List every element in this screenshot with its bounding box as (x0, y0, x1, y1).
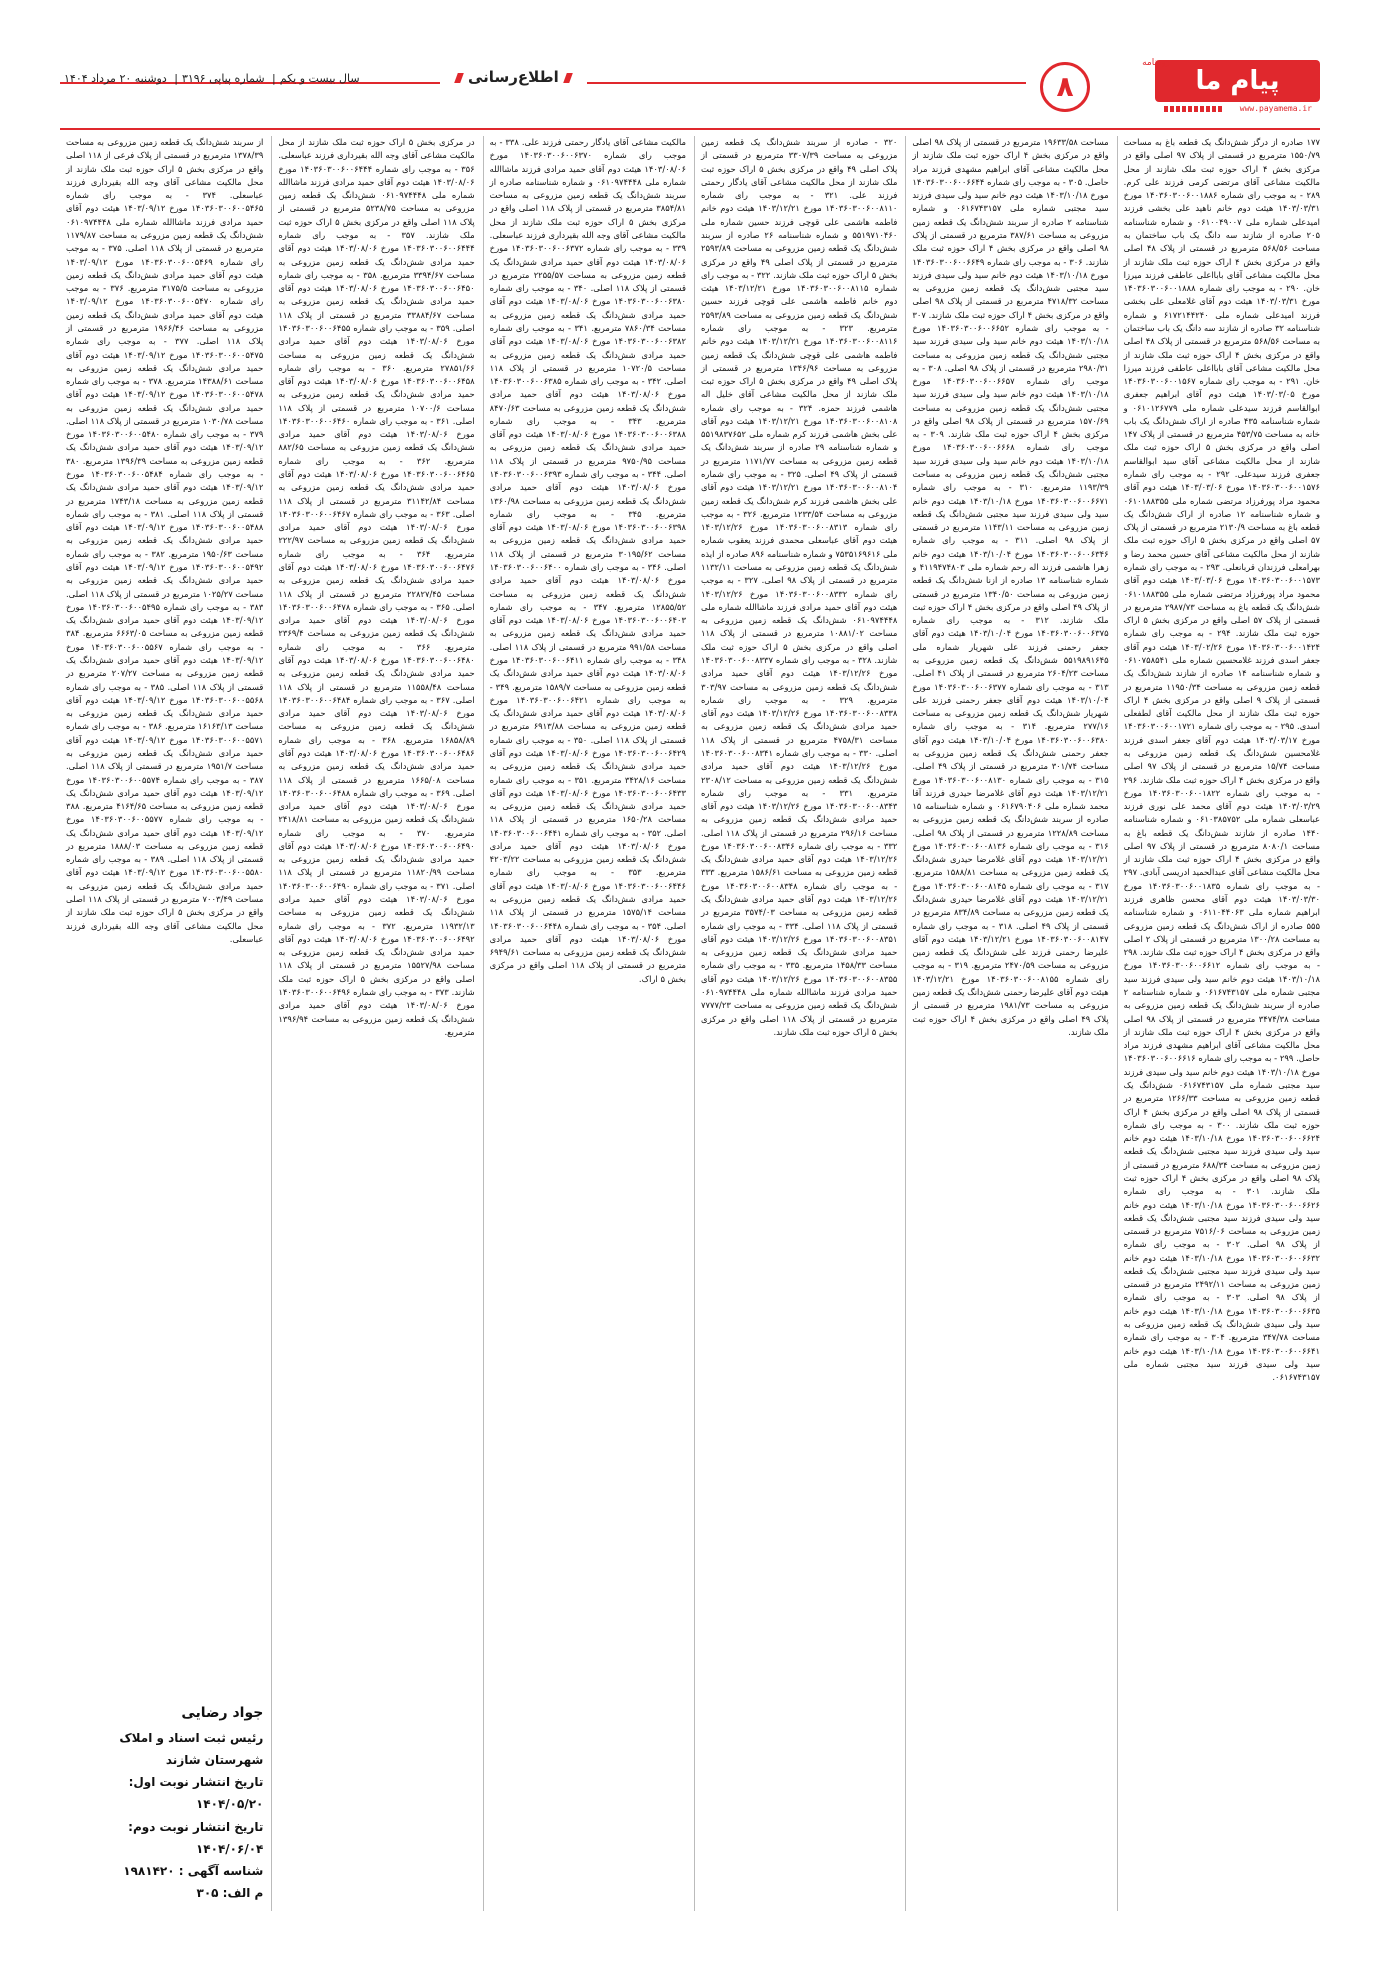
notice-text: از سربند شش‌دانگ یک قطعه زمین مزروعی به مساحت ۱۳۷۸/۳۹ مترمربع در قسمتی از پلاک فرعی از ۱۱۸ اصلی واقع در مرکزی بخش ۵ اراک حوزه ثبت ملک شازند از محل مالکیت مشاعی آقای وجه الله بقیرداری فرزند عباسعلی. ۳۷۴ - به موجب رای شماره ۱۴۰۳۶۰۳۰۰۶۰۰۵۴۶۵ مورخ ۱۴۰۳/۰۹/۱۲ هیئت دوم آقای حمید مرادی فرزند ماشاالله شماره ملی ۰۶۱۰۹۷۴۴۴۸ شش‌دانگ یک قطعه زمین مزروعی به مساحت ۱۱۷۹/۸۷ مترمربع در قسمتی از پلاک ۱۱۸ اصلی. ۳۷۵ - به موجب رای شماره ۱۴۰۳۶۰۳۰۰۶۰۰۵۴۶۹ مورخ ۱۴۰۳/۰۹/۱۲ هیئت دوم آقای حمید مرادی شش‌دانگ یک قطعه زمین مزروعی به مساحت ۳۱۷۵/۵ مترمربع. ۳۷۶ - به موجب رای شماره ۱۴۰۳۶۰۳۰۰۶۰۰۵۴۷۰ مورخ ۱۴۰۳/۰۹/۱۲ هیئت دوم آقای حمید مرادی شش‌دانگ یک قطعه زمین مزروعی به مساحت ۱۹۶۶/۴۶ مترمربع در قسمتی از پلاک ۱۱۸ اصلی. ۳۷۷ - به موجب رای شماره ۱۴۰۳۶۰۳۰۰۶۰۰۵۴۷۵ مورخ ۱۴۰۳/۰۹/۱۲ هیئت دوم آقای حمید مرادی شش‌دانگ یک قطعه زمین مزروعی به مساحت ۱۴۳۸۸/۶۱ مترمربع. ۳۷۸ - به موجب رای شماره ۱۴۰۳۶۰۳۰۰۶۰۰۵۴۷۸ مورخ ۱۴۰۳/۰۹/۱۲ هیئت دوم آقای حمید مرادی شش‌دانگ یک قطعه زمین مزروعی به مساحت ۱۰۳۰/۷۸ مترمربع در قسمتی از پلاک ۱۱۸ اصلی. ۳۷۹ - به موجب رای شماره ۱۴۰۳۶۰۳۰۰۶۰۰۵۴۸۰ مورخ ۱۴۰۳/۰۹/۱۲ هیئت دوم آقای حمید مرادی شش‌دانگ یک قطعه زمین مزروعی به مساحت ۱۳۹۶/۳۹ مترمربع. ۳۸۰ - به موجب رای شماره ۱۴۰۳۶۰۳۰۰۶۰۰۵۴۸۴ مورخ ۱۴۰۳/۰۹/۱۲ هیئت دوم آقای حمید مرادی شش‌دانگ یک قطعه زمین مزروعی به مساحت ۱۷۴۳/۱۸ مترمربع در قسمتی از پلاک ۱۱۸ اصلی. ۳۸۱ - به موجب رای شماره ۱۴۰۳۶۰۳۰۰۶۰۰۵۴۸۸ مورخ ۱۴۰۳/۰۹/۱۲ هیئت دوم آقای حمید مرادی شش‌دانگ یک قطعه زمین مزروعی به مساحت ۱۹۵۰/۶۳ مترمربع. ۳۸۲ - به موجب رای شماره ۱۴۰۳۶۰۳۰۰۶۰۰۵۴۹۲ مورخ ۱۴۰۳/۰۹/۱۲ هیئت دوم آقای حمید مرادی شش‌دانگ یک قطعه زمین مزروعی به مساحت ۱۰۲۵/۲۷ مترمربع در قسمتی از پلاک ۱۱۸ اصلی. ۳۸۳ - به موجب رای شماره ۱۴۰۳۶۰۳۰۰۶۰۰۵۴۹۵ مورخ ۱۴۰۳/۰۹/۱۲ هیئت دوم آقای حمید مرادی شش‌دانگ یک قطعه زمین مزروعی به مساحت ۶۶۶۳/۰۵ مترمربع. ۳۸۴ - به موجب رای شماره ۱۴۰۳۶۰۳۰۰۶۰۰۵۵۶۷ مورخ ۱۴۰۳/۰۹/۱۲ هیئت دوم آقای حمید مرادی شش‌دانگ یک قطعه زمین مزروعی به مساحت ۲۰۷/۲۷ مترمربع در قسمتی از پلاک ۱۱۸ اصلی. ۳۸۵ - به موجب رای شماره ۱۴۰۳۶۰۳۰۰۶۰۰۵۵۶۸ مورخ ۱۴۰۳/۰۹/۱۲ هیئت دوم آقای حمید مرادی شش‌دانگ یک قطعه زمین مزروعی به مساحت ۱۶۱۶۳/۱۳ مترمربع. ۳۸۶ - به موجب رای شماره ۱۴۰۳۶۰۳۰۰۶۰۰۵۵۷۱ مورخ ۱۴۰۳/۰۹/۱۲ هیئت دوم آقای حمید مرادی شش‌دانگ یک قطعه زمین مزروعی به مساحت ۱۹۵۱/۷ مترمربع در قسمتی از پلاک ۱۱۸ اصلی. ۳۸۷ - به موجب رای شماره ۱۴۰۳۶۰۳۰۰۶۰۰۵۵۷۴ مورخ ۱۴۰۳/۰۹/۱۲ هیئت دوم آقای حمید مرادی شش‌دانگ یک قطعه زمین مزروعی به مساحت ۴۱۶۴/۶۵ مترمربع. ۳۸۸ - به موجب رای شماره ۱۴۰۳۶۰۳۰۰۶۰۰۵۵۷۷ مورخ ۱۴۰۳/۰۹/۱۲ هیئت دوم آقای حمید مرادی شش‌دانگ یک قطعه زمین مزروعی به مساحت ۱۸۸۸/۰۳ مترمربع در قسمتی از پلاک ۱۱۸ اصلی. ۳۸۹ - به موجب رای شماره ۱۴۰۳۶۰۳۰۰۶۰۰۵۵۸۰ مورخ ۱۴۰۳/۰۹/۱۲ هیئت دوم آقای حمید مرادی شش‌دانگ یک قطعه زمین مزروعی به مساحت ۷۰۰۳/۴۹ مترمربع در قسمتی از پلاک ۱۱۸ اصلی واقع در مرکزی بخش ۵ اراک حوزه ثبت ملک شازند از محل مالکیت مشاعی آقای وجه الله بقیرداری فرزند عباسعلی. (66, 137, 264, 944)
notice-column (271, 136, 474, 1911)
newspaper-logo (1100, 60, 1320, 114)
notice-text: در مرکزی بخش ۵ اراک حوزه ثبت ملک شازند از محل مالکیت مشاعی آقای وجه الله بقیرداری فرزند عباسعلی. ۳۵۶ - به موجب رای شماره ۱۴۰۳۶۰۳۰۰۶۰۰۶۴۴۴ مورخ ۱۴۰۳/۰۸/۰۶ هیئت دوم آقای حمید مرادی فرزند ماشاالله شماره ملی ۰۶۱۰۹۷۴۴۴۸ شش‌دانگ یک قطعه زمین مزروعی به مساحت ۵۲۳۸/۷۵ مترمربع در قسمتی از پلاک ۱۱۸ اصلی واقع در مرکزی بخش ۵ اراک حوزه ثبت ملک شازند. ۳۵۷ - به موجب رای شماره ۱۴۰۳۶۰۳۰۰۶۰۰۶۴۴۴ مورخ ۱۴۰۳/۰۸/۰۶ هیئت دوم آقای حمید مرادی شش‌دانگ یک قطعه زمین مزروعی به مساحت ۳۳۹۴/۶۷ مترمربع. ۳۵۸ - به موجب رای شماره ۱۴۰۳۶۰۳۰۰۶۰۰۶۴۵۰ مورخ ۱۴۰۳/۰۸/۰۶ هیئت دوم آقای حمید مرادی شش‌دانگ یک قطعه زمین مزروعی به مساحت ۳۳۸۸۴/۶۷ مترمربع در قسمتی از پلاک ۱۱۸ اصلی. ۳۵۹ - به موجب رای شماره ۱۴۰۳۶۰۳۰۰۶۰۰۶۴۵۵ مورخ ۱۴۰۳/۰۸/۰۶ هیئت دوم آقای حمید مرادی شش‌دانگ یک قطعه زمین مزروعی به مساحت ۲۷۸۵۱/۶۶ مترمربع. ۳۶۰ - به موجب رای شماره ۱۴۰۳۶۰۳۰۰۶۰۰۶۴۵۸ مورخ ۱۴۰۳/۰۸/۰۶ هیئت دوم آقای حمید مرادی شش‌دانگ یک قطعه زمین مزروعی به مساحت ۱۰۷۰۰/۶ مترمربع در قسمتی از پلاک ۱۱۸ اصلی. ۳۶۱ - به موجب رای شماره ۱۴۰۳۶۰۳۰۰۶۰۰۶۴۶۰ مورخ ۱۴۰۳/۰۸/۰۶ هیئت دوم آقای حمید مرادی شش‌دانگ یک قطعه زمین مزروعی به مساحت ۸۸۲/۶۵ مترمربع. ۳۶۲ - به موجب رای شماره ۱۴۰۳۶۰۳۰۰۶۰۰۶۴۶۵ مورخ ۱۴۰۳/۰۸/۰۶ هیئت دوم آقای حمید مرادی شش‌دانگ یک قطعه زمین مزروعی به مساحت ۳۱۱۴۲/۸۴ مترمربع در قسمتی از پلاک ۱۱۸ اصلی. ۳۶۳ - به موجب رای شماره ۱۴۰۳۶۰۳۰۰۶۰۰۶۴۶۷ مورخ ۱۴۰۳/۰۸/۰۶ هیئت دوم آقای حمید مرادی شش‌دانگ یک قطعه زمین مزروعی به مساحت ۲۲۲/۹۷ مترمربع. ۳۶۴ - به موجب رای شماره ۱۴۰۳۶۰۳۰۰۶۰۰۶۴۷۶ مورخ ۱۴۰۳/۰۸/۰۶ هیئت دوم آقای حمید مرادی شش‌دانگ یک قطعه زمین مزروعی به مساحت ۲۲۸۲۷/۴۵ مترمربع در قسمتی از پلاک ۱۱۸ اصلی. ۳۶۵ - به موجب رای شماره ۱۴۰۳۶۰۳۰۰۶۰۰۶۴۷۸ مورخ ۱۴۰۳/۰۸/۰۶ هیئت دوم آقای حمید مرادی شش‌دانگ یک قطعه زمین مزروعی به مساحت ۲۳۶۹/۴ مترمربع. ۳۶۶ - به موجب رای شماره ۱۴۰۳۶۰۳۰۰۶۰۰۶۴۸۰ مورخ ۱۴۰۳/۰۸/۰۶ هیئت دوم آقای حمید مرادی شش‌دانگ یک قطعه زمین مزروعی به مساحت ۱۱۵۵۸/۴۸ مترمربع در قسمتی از پلاک ۱۱۸ اصلی. ۳۶۷ - به موجب رای شماره ۱۴۰۳۶۰۳۰۰۶۰۰۶۴۸۴ مورخ ۱۴۰۳/۰۸/۰۶ هیئت دوم آقای حمید مرادی شش‌دانگ یک قطعه زمین مزروعی به مساحت ۱۶۸۵۸/۸۹ مترمربع. ۳۶۸ - به موجب رای شماره ۱۴۰۳۶۰۳۰۰۶۰۰۶۴۸۶ مورخ ۱۴۰۳/۰۸/۰۶ هیئت دوم آقای حمید مرادی شش‌دانگ یک قطعه زمین مزروعی به مساحت ۱۶۶۵/۰۸ مترمربع در قسمتی از پلاک ۱۱۸ اصلی. ۳۶۹ - به موجب رای شماره ۱۴۰۳۶۰۳۰۰۶۰۰۶۴۸۸ مورخ ۱۴۰۳/۰۸/۰۶ هیئت دوم آقای حمید مرادی شش‌دانگ یک قطعه زمین مزروعی به مساحت ۲۴۱۸/۸۱ مترمربع. ۳۷۰ - به موجب رای شماره ۱۴۰۳۶۰۳۰۰۶۰۰۶۴۹۰ مورخ ۱۴۰۳/۰۸/۰۶ هیئت دوم آقای حمید مرادی شش‌دانگ یک قطعه زمین مزروعی به مساحت ۱۱۸۲۰/۹۹ مترمربع در قسمتی از پلاک ۱۱۸ اصلی. ۳۷۱ - به موجب رای شماره ۱۴۰۳۶۰۳۰۰۶۰۰۶۴۹۰ مورخ ۱۴۰۳/۰۸/۰۶ هیئت دوم آقای حمید مرادی شش‌دانگ یک قطعه زمین مزروعی به مساحت ۱۱۹۳۲/۱۳ مترمربع. ۳۷۲ - به موجب رای شماره ۱۴۰۳۶۰۳۰۰۶۰۰۶۴۹۲ مورخ ۱۴۰۳/۰۸/۰۶ هیئت دوم آقای حمید مرادی شش‌دانگ یک قطعه زمین مزروعی به مساحت ۱۵۵۲۷/۹۸ مترمربع در قسمتی از پلاک ۱۱۸ اصلی واقع در مرکزی بخش ۵ اراک حوزه ثبت ملک شازند. ۳۷۳ - به موجب رای شماره ۱۴۰۳۶۰۳۰۰۶۰۰۶۴۹۶ مورخ ۱۴۰۳/۰۸/۰۶ هیئت دوم آقای حمید مرادی شش‌دانگ یک قطعه زمین مزروعی به مساحت ۱۳۹۶/۹۴ مترمربع. (278, 137, 475, 1037)
ad-id: شناسه آگهی : ۱۹۸۱۴۲۰ (123, 1864, 264, 1879)
issue-date: دوشنبه ۲۰ مرداد ۱۴۰۴ (64, 72, 167, 85)
issue-info: سال بیست و یکم| شماره پیاپی ۳۱۹۶| دوشنبه ۲۰ مرداد ۱۴۰۴ (64, 72, 360, 85)
logo-subtitle: روزنامه (1142, 58, 1170, 68)
section-mark-icon (563, 73, 573, 83)
second-publication-date: تاریخ انتشار نوبت دوم: ۱۴۰۴/۰۶/۰۴ (128, 1819, 264, 1856)
notice-column (1117, 136, 1320, 1911)
section-title-wrap (440, 68, 587, 86)
first-publication-date: تاریخ انتشار نوبت اول: ۱۴۰۴/۰۵/۲۰ (128, 1775, 264, 1812)
page-number-badge: ۸ (1040, 62, 1090, 112)
notice-text: ۱۷۷ صادره از درگز شش‌دانگ یک قطعه باغ به مساحت ۱۵۵۰/۷۹ مترمربع در قسمتی از پلاک ۹۷ اصلی واقع در مرکزی بخش ۴ اراک حوزه ثبت ملک شازند از محل مالکیت مشاعی آقای مرتضی کرمی فرزند علی کرم. ۲۸۹ - به موجب رای شماره ۱۴۰۳۶۰۳۰۰۶۰۰۱۸۸۶ مورخ ۱۴۰۳/۰۳/۳۱ هیئت دوم خانم ناهید علی بخشی فرزند امیدعلی شماره ملی ۰۶۱۰۰۴۹۰۰۷ و شماره شناسنامه ۲۰۵ صادره از شازند سه دانگ یک باب ساختمان به مساحت ۵۶۸/۵۶ مترمربع در قسمتی از پلاک ۴۸ اصلی واقع در مرکزی بخش ۴ اراک حوزه ثبت ملک شازند از محل مالکیت مشاعی آقای بابااعلی عاطفی فرزند میرزا خان. ۲۹۰ - به موجب رای شماره ۱۴۰۳۶۰۳۰۰۶۰۰۱۸۸۸ مورخ ۱۴۰۳/۰۳/۳۱ هیئت دوم آقای غلامعلی علی بخشی فرزند امیدعلی شماره ملی ۶۱۷۲۱۴۴۲۴۰ و شماره شناسنامه ۳۲ صادره از شازند سه دانگ یک باب ساختمان به مساحت ۵۶۸/۵۶ مترمربع در قسمتی از پلاک ۴۸ اصلی واقع در مرکزی بخش ۴ اراک حوزه ثبت ملک شازند از محل مالکیت مشاعی آقای بابااعلی عاطفی فرزند میرزا خان. ۲۹۱ - به موجب رای شماره ۱۴۰۳۶۰۳۰۰۶۰۰۱۵۶۷ مورخ ۱۴۰۳/۰۳/۰۵ هیئت دوم آقای ابراهیم جعفری ابوالقاسم فرزند سیدعلی شماره ملی ۰۶۱۰۱۲۶۷۷۹ و شماره شناسنامه ۴۳۵ صادره از اراک شش‌دانگ یک باب خانه به مساحت ۴۵۳/۷۵ مترمربع در قسمتی از پلاک ۱۴۷ اصلی واقع در مرکزی بخش ۵ اراک حوزه ثبت ملک شازند از محل مالکیت مشاعی آقای سید ابوالقاسم جعفری فرزند سیدعلی. ۲۹۲ - به موجب رای شماره ۱۴۰۳۶۰۳۰۰۶۰۰۱۵۷۶ مورخ ۱۴۰۳/۰۳/۰۶ هیئت دوم آقای محمود مراد پورفرزاد مرتضی شماره ملی ۰۶۱۰۱۸۸۳۵۵ و شماره شناسنامه ۱۲ صادره از اراک شش‌دانگ یک قطعه باغ به مساحت ۲۱۳۰/۹ مترمربع در قسمتی از پلاک ۵۷ اصلی واقع در مرکزی بخش ۵ اراک حوزه ثبت ملک شازند از محل مالکیت مشاعی آقای حسین محمد رضا و بهرامعلی فرزندان قربانعلی. ۲۹۳ - به موجب رای شماره ۱۴۰۳۶۰۳۰۰۶۰۰۱۵۷۳ مورخ ۱۴۰۳/۰۳/۰۶ هیئت دوم آقای محمود مراد پورفرزاد مرتضی شماره ملی ۰۶۱۰۱۸۸۳۵۵ شش‌دانگ یک قطعه باغ به مساحت ۲۹۸۷/۷۳ مترمربع در قسمتی از پلاک ۵۷ اصلی واقع در مرکزی بخش ۵ اراک حوزه ثبت ملک شازند. ۲۹۴ - به موجب رای شماره ۱۴۰۳۶۰۳۰۰۶۰۰۱۴۲۴ مورخ ۱۴۰۳/۰۲/۲۶ هیئت دوم آقای جعفر اسدی فرزند غلامحسین شماره ملی ۰۶۱۰۷۵۸۵۴۱ و شماره شناسنامه ۱۴ صادره از شازند شش‌دانگ یک قطعه زمین مزروعی به مساحت ۱۱۹۵۰/۳۴ مترمربع در قسمتی از پلاک ۹ اصلی واقع در مرکزی بخش ۴ اراک حوزه ثبت ملک شازند از محل مالکیت آقای لطفعلی اسدی. ۲۹۵ - به موجب رای شماره ۱۴۰۳۶۰۳۰۰۶۰۰۱۷۲۱ مورخ ۱۴۰۳/۰۳/۱۷ هیئت دوم آقای جعفر اسدی فرزند غلامحسین شش‌دانگ یک قطعه زمین مزروعی به مساحت ۱۵/۷۴ مترمربع در قسمتی از پلاک ۹۷ اصلی واقع در مرکزی بخش ۴ اراک حوزه ثبت ملک شازند. ۲۹۶ - به موجب رای شماره ۱۴۰۳۶۰۳۰۰۶۰۰۱۸۲۲ مورخ ۱۴۰۳/۰۳/۲۹ هیئت دوم آقای محمد علی نوری فرزند عباسعلی شماره ملی ۰۶۱۰۳۸۵۷۵۲ و شماره شناسنامه ۱۴۴۰ صادره از شازند شش‌دانگ یک قطعه باغ به مساحت ۸۰۸۰/۱ مترمربع در قسمتی از پلاک ۹۷ اصلی واقع در مرکزی بخش ۴ اراک حوزه ثبت ملک شازند از محل مالکیت مشاعی آقای عبدالحمید ادریسی آبادی. ۲۹۷ - به موجب رای شماره ۱۴۰۳۶۰۳۰۰۶۰۰۱۸۳۵ مورخ ۱۴۰۳/۰۳/۳۰ هیئت دوم آقای محسن ظاهری فرزند ابراهیم شماره ملی ۰۶۱۱۰۴۴۰۶۳ و شماره شناسنامه ۵۵۵ صادره از اراک شش‌دانگ یک قطعه زمین مزروعی به مساحت ۱۳۰۰/۲۸ مترمربع در قسمتی از پلاک ۲ اصلی واقع در مرکزی بخش ۴ اراک حوزه ثبت ملک شازند. ۲۹۸ - به موجب رای شماره ۱۴۰۳۶۰۳۰۰۶۰۰۶۶۱۲ مورخ ۱۴۰۳/۱۰/۱۸ هیئت دوم خانم سید ولی سیدی فرزند سید مجتبی شماره ملی ۰۶۱۶۷۴۳۱۵۷ و شماره شناسنامه ۲ صادره از سربند شش‌دانگ یک قطعه زمین مزروعی به مساحت ۳۴۷۴/۳۸ مترمربع در قسمتی از پلاک ۹۸ اصلی واقع در مرکزی بخش ۴ اراک حوزه ثبت ملک شازند از محل مالکیت مشاعی آقای ابراهیم مشهدی فرزند مراد حاصل. ۲۹۹ - به موجب رای شماره ۱۴۰۳۶۰۳۰۰۶۰۰۶۶۱۶ مورخ ۱۴۰۳/۱۰/۱۸ هیئت دوم خانم سید ولی سیدی فرزند سید مجتبی شماره ملی ۰۶۱۶۷۴۳۱۵۷ شش‌دانگ یک قطعه زمین مزروعی به مساحت ۱۲۶۶/۳۳ مترمربع در قسمتی از پلاک ۹۸ اصلی واقع در مرکزی بخش ۴ اراک حوزه ثبت ملک شازند. ۳۰۰ - به موجب رای شماره ۱۴۰۳۶۰۳۰۰۶۰۰۶۶۲۴ مورخ ۱۴۰۳/۱۰/۱۸ هیئت دوم خانم سید ولی سیدی فرزند سید مجتبی شش‌دانگ یک قطعه زمین مزروعی به مساحت ۶۸۸/۳۴ مترمربع در قسمتی از پلاک ۹۸ اصلی واقع در مرکزی بخش ۴ اراک حوزه ثبت ملک شازند. ۳۰۱ - به موجب رای شماره ۱۴۰۳۶۰۳۰۰۶۰۰۶۶۲۶ مورخ ۱۴۰۳/۱۰/۱۸ هیئت دوم خانم سید ولی سیدی فرزند سید مجتبی شش‌دانگ یک قطعه زمین مزروعی به مساحت ۷۵۱۶/۰۶ مترمربع در قسمتی از پلاک ۹۸ اصلی. ۳۰۲ - به موجب رای شماره ۱۴۰۳۶۰۳۰۰۶۰۰۶۶۳۲ مورخ ۱۴۰۳/۱۰/۱۸ هیئت دوم خانم سید ولی سیدی فرزند سید مجتبی شش‌دانگ یک قطعه زمین مزروعی به مساحت ۲۴۹۲/۱۱ مترمربع در قسمتی از پلاک ۹۸ اصلی. ۳۰۳ - به موجب رای شماره ۱۴۰۳۶۰۳۰۰۶۰۰۶۶۳۵ مورخ ۱۴۰۳/۱۰/۱۸ هیئت دوم خانم سید ولی سیدی شش‌دانگ یک قطعه زمین مزروعی به مساحت ۳۴۷/۷۸ مترمربع. ۳۰۴ - به موجب رای شماره ۱۴۰۳۶۰۳۰۰۶۰۰۶۶۴۱ مورخ ۱۴۰۳/۱۰/۱۸ هیئت دوم خانم سید ولی سیدی فرزند سید مجتبی شماره ملی ۰۶۱۶۷۴۳۱۵۷. (1123, 137, 1320, 1383)
notice-column (694, 136, 897, 1911)
signer-name: جواد رضایی (181, 1705, 264, 1721)
notice-columns (60, 136, 1320, 1911)
notice-column (483, 136, 686, 1911)
ad-code: م الف: ۳۰۵ (196, 1886, 264, 1901)
logo-wordmark: پیام ما (1155, 60, 1320, 102)
logo-stripe (1164, 106, 1224, 112)
issue-number: شماره پیاپی ۳۱۹۶ (181, 72, 265, 85)
notice-text: مساحت ۱۹۶۳۳/۵۸ مترمربع در قسمتی از پلاک ۹۸ اصلی واقع در مرکزی بخش ۴ اراک حوزه ثبت ملک شازند از محل مالکیت مشاعی آقای ابراهیم مشهدی فرزند مراد حاصل. ۳۰۵ - به موجب رای شماره ۱۴۰۳۶۰۳۰۰۶۰۰۶۶۴۴ مورخ ۱۴۰۳/۱۰/۱۸ هیئت دوم خانم سید ولی سیدی فرزند سید مجتبی شماره ملی ۰۶۱۶۷۴۳۱۵۷ و شماره شناسنامه ۲ صادره از سربند شش‌دانگ یک قطعه زمین مزروعی به مساحت ۳۸۷/۶۱ مترمربع در قسمتی از پلاک ۹۸ اصلی واقع در مرکزی بخش ۴ اراک حوزه ثبت ملک شازند. ۳۰۶ - به موجب رای شماره ۱۴۰۳۶۰۳۰۰۶۰۰۶۶۴۹ مورخ ۱۴۰۳/۱۰/۱۸ هیئت دوم خانم سید ولی سیدی فرزند سید مجتبی شش‌دانگ یک قطعه زمین مزروعی به مساحت ۴۷۱۸/۳۲ مترمربع در قسمتی از پلاک ۹۸ اصلی واقع در مرکزی بخش ۴ اراک حوزه ثبت ملک شازند. ۳۰۷ - به موجب رای شماره ۱۴۰۳۶۰۳۰۰۶۰۰۶۶۵۲ مورخ ۱۴۰۳/۱۰/۱۸ هیئت دوم خانم سید ولی سیدی فرزند سید مجتبی شش‌دانگ یک قطعه زمین مزروعی به مساحت ۲۹۸۰/۳۱ مترمربع در قسمتی از پلاک ۹۸ اصلی. ۳۰۸ - به موجب رای شماره ۱۴۰۳۶۰۳۰۰۶۰۰۶۶۵۷ مورخ ۱۴۰۳/۱۰/۱۸ هیئت دوم خانم سید ولی سیدی فرزند سید مجتبی شش‌دانگ یک قطعه زمین مزروعی به مساحت ۱۵۷۰/۶۹ مترمربع در قسمتی از پلاک ۹۸ اصلی واقع در مرکزی بخش ۴ اراک حوزه ثبت ملک شازند. ۳۰۹ - به موجب رای شماره ۱۴۰۳۶۰۳۰۰۶۰۰۶۶۶۸ مورخ ۱۴۰۳/۱۰/۱۸ هیئت دوم خانم سید ولی سیدی فرزند سید مجتبی شش‌دانگ یک قطعه زمین مزروعی به مساحت ۱۱۹۳/۳۹ مترمربع. ۳۱۰ - به موجب رای شماره ۱۴۰۳۶۰۳۰۰۶۰۰۶۶۷۱ مورخ ۱۴۰۳/۱۰/۱۸ هیئت دوم خانم سید ولی سیدی فرزند سید مجتبی شش‌دانگ یک قطعه زمین مزروعی به مساحت ۱۱۴۳/۱۱ مترمربع در قسمتی از پلاک ۹۸ اصلی. ۳۱۱ - به موجب رای شماره ۱۴۰۳۶۰۳۰۰۶۰۰۶۳۴۶ مورخ ۱۴۰۳/۱۰/۰۴ هیئت دوم خانم زهرا هاشمی فرزند اله رحم شماره ملی ۴۱۱۹۴۷۴۸۰۳ و شماره شناسنامه ۱۳ صادره از ازنا شش‌دانگ یک قطعه زمین مزروعی به مساحت ۱۳۴۰/۵۰ مترمربع در قسمتی از پلاک ۴۹ اصلی واقع در مرکزی بخش ۴ اراک حوزه ثبت ملک شازند. ۳۱۲ - به موجب رای شماره ۱۴۰۳۶۰۳۰۰۶۰۰۶۳۷۵ مورخ ۱۴۰۳/۱۰/۰۴ هیئت دوم آقای جعفر رحمنی فرزند علی شهریار شماره ملی ۵۵۱۹۸۹۱۶۴۵ شش‌دانگ یک قطعه زمین مزروعی به مساحت ۲۶۰۴/۲۳ مترمربع در قسمتی از پلاک ۴۱ اصلی. ۳۱۳ - به موجب رای شماره ۱۴۰۳۶۰۳۰۰۶۰۰۶۳۷۷ مورخ ۱۴۰۳/۱۰/۰۴ هیئت دوم آقای جعفر رحمنی فرزند علی شهریار شش‌دانگ یک قطعه زمین مزروعی به مساحت ۲۷۷/۱۶ مترمربع. ۳۱۴ - به موجب رای شماره ۱۴۰۳۶۰۳۰۰۶۰۰۶۳۸۰ مورخ ۱۴۰۳/۱۰/۰۴ هیئت دوم آقای جعفر رحمنی شش‌دانگ یک قطعه زمین مزروعی به مساحت ۳۰۱/۷۴ مترمربع در قسمتی از پلاک ۴۹ اصلی. ۳۱۵ - به موجب رای شماره ۱۴۰۳۶۰۳۰۰۶۰۰۸۱۳۰ مورخ ۱۴۰۳/۱۲/۲۱ هیئت دوم آقای غلامرضا حیدری فرزند آقا محمد شماره ملی ۰۶۱۶۷۹۰۴۰۶ و شماره شناسنامه ۱۵ صادره از سربند شش‌دانگ یک قطعه زمین مزروعی به مساحت ۱۲۲۸/۸۹ مترمربع در قسمتی از پلاک ۹۸ اصلی. ۳۱۶ - به موجب رای شماره ۱۴۰۳۶۰۳۰۰۶۰۰۸۱۳۶ مورخ ۱۴۰۳/۱۲/۲۱ هیئت دوم آقای غلامرضا حیدری شش‌دانگ یک قطعه زمین مزروعی به مساحت ۱۵۸۸/۸۱ مترمربع. ۳۱۷ - به موجب رای شماره ۱۴۰۳۶۰۳۰۰۶۰۰۸۱۴۵ مورخ ۱۴۰۳/۱۲/۲۱ هیئت دوم آقای غلامرضا حیدری شش‌دانگ یک قطعه زمین مزروعی به مساحت ۸۳۴/۸۹ مترمربع در قسمتی از پلاک ۴۹ اصلی. ۳۱۸ - به موجب رای شماره ۱۴۰۳۶۰۳۰۰۶۰۰۸۱۴۷ مورخ ۱۴۰۳/۱۲/۲۱ هیئت دوم آقای علیرضا رحمنی فرزند علی شش‌دانگ یک قطعه زمین مزروعی به مساحت ۲۴۷۰/۵۹ مترمربع. ۳۱۹ - به موجب رای شماره ۱۴۰۳۶۰۳۰۰۶۰۰۸۱۵۵ مورخ ۱۴۰۳/۱۲/۲۱ هیئت دوم آقای علیرضا رحمنی شش‌دانگ یک قطعه زمین مزروعی به مساحت ۱۹۸۱/۷۳ مترمربع در قسمتی از پلاک ۴۹ اصلی واقع در مرکزی بخش ۴ اراک حوزه ثبت ملک شازند. (912, 137, 1109, 1037)
notice-text: ۳۲۰ - صادره از سربند شش‌دانگ یک قطعه زمین مزروعی به مساحت ۳۳۰۷/۳۹ مترمربع در قسمتی از پلاک اصلی ۴۹ واقع در مرکزی بخش ۵ اراک حوزه ثبت ملک شازند از محل مالکیت مشاعی آقای یادگار رحمتی فرزند علی. ۳۲۱ - به موجب رای شماره ۱۴۰۳۶۰۳۰۰۶۰۰۸۱۱۰ مورخ ۱۴۰۳/۱۲/۲۱ هیئت دوم خانم فاطمه هاشمی علی قوچی فرزند حسین شماره ملی ۵۵۱۹۷۱۰۴۶۰ و شماره شناسنامه ۲۶ صادره از سربند شش‌دانگ یک قطعه زمین مزروعی به مساحت ۲۵۹۳/۸۹ مترمربع در قسمتی از پلاک اصلی ۴۹ واقع در مرکزی بخش ۵ اراک حوزه ثبت ملک شازند. ۳۲۲ - به موجب رای شماره ۱۴۰۳۶۰۳۰۰۶۰۰۸۱۱۵ مورخ ۱۴۰۳/۱۲/۲۱ هیئت دوم خانم فاطمه هاشمی علی قوچی فرزند حسین شش‌دانگ یک قطعه زمین مزروعی به مساحت ۲۵۹۳/۸۹ مترمربع. ۳۲۳ - به موجب رای شماره ۱۴۰۳۶۰۳۰۰۶۰۰۸۱۱۶ مورخ ۱۴۰۳/۱۲/۲۱ هیئت دوم خانم فاطمه هاشمی علی قوچی شش‌دانگ یک قطعه زمین مزروعی به مساحت ۱۳۴۶/۹۶ مترمربع در قسمتی از پلاک اصلی ۴۹ واقع در مرکزی بخش ۵ اراک حوزه ثبت ملک شازند از محل مالکیت مشاعی آقای خلیل اله هاشمی فرزند حمزه. ۳۲۴ - به موجب رای شماره ۱۴۰۳۶۰۳۰۰۶۰۰۸۱۰۸ مورخ ۱۴۰۳/۱۲/۲۱ هیئت دوم آقای علی بخش هاشمی فرزند کرم شماره ملی ۵۵۱۹۸۳۷۶۵۲ و شماره شناسنامه ۲۹ صادره از سربند شش‌دانگ یک قطعه زمین مزروعی به مساحت ۱۱۷۱/۷۷ مترمربع در قسمتی از پلاک ۴۹ اصلی. ۳۲۵ - به موجب رای شماره ۱۴۰۳۶۰۳۰۰۶۰۰۸۱۰۴ مورخ ۱۴۰۳/۱۲/۲۱ هیئت دوم آقای علی بخش هاشمی فرزند کرم شش‌دانگ یک قطعه زمین مزروعی به مساحت ۱۲۳۳/۵۴ مترمربع. ۳۲۶ - به موجب رای شماره ۱۴۰۳۶۰۳۰۰۶۰۰۸۳۱۳ مورخ ۱۴۰۳/۱۲/۲۶ هیئت دوم آقای عباسعلی محمدی فرزند یعقوب شماره ملی ۷۵۳۵۱۶۹۶۱۶ و شماره شناسنامه ۸۹۶ صادره از ایذه شش‌دانگ یک قطعه زمین مزروعی به مساحت ۱۱۳۲/۱۱ مترمربع در قسمتی از پلاک ۹۸ اصلی. ۳۲۷ - به موجب رای شماره ۱۴۰۳۶۰۳۰۰۶۰۰۸۳۳۲ مورخ ۱۴۰۳/۱۲/۲۶ هیئت دوم آقای حمید مرادی فرزند ماشاالله شماره ملی ۰۶۱۰۹۷۴۴۴۸ شش‌دانگ یک قطعه زمین مزروعی به مساحت ۱۰۸۸۱/۰۲ مترمربع در قسمتی از پلاک ۱۱۸ اصلی واقع در مرکزی بخش ۵ اراک حوزه ثبت ملک شازند. ۳۲۸ - به موجب رای شماره ۱۴۰۳۶۰۳۰۰۶۰۰۸۳۳۷ مورخ ۱۴۰۳/۱۲/۲۶ هیئت دوم آقای حمید مرادی شش‌دانگ یک قطعه زمین مزروعی به مساحت ۳۰۳/۹۷ مترمربع. ۳۲۹ - به موجب رای شماره ۱۴۰۳۶۰۳۰۰۶۰۰۸۳۳۸ مورخ ۱۴۰۳/۱۲/۲۶ هیئت دوم آقای حمید مرادی شش‌دانگ یک قطعه زمین مزروعی به مساحت ۴۷۵۸/۳۱ مترمربع در قسمتی از پلاک ۱۱۸ اصلی. ۳۳۰ - به موجب رای شماره ۱۴۰۳۶۰۳۰۰۶۰۰۸۳۴۱ مورخ ۱۴۰۳/۱۲/۲۶ هیئت دوم آقای حمید مرادی شش‌دانگ یک قطعه زمین مزروعی به مساحت ۲۳۰۸/۱۲ مترمربع. ۳۳۱ - به موجب رای شماره ۱۴۰۳۶۰۳۰۰۶۰۰۸۳۴۳ مورخ ۱۴۰۳/۱۲/۲۶ هیئت دوم آقای حمید مرادی شش‌دانگ یک قطعه زمین مزروعی به مساحت ۲۹۶/۱۶ مترمربع در قسمتی از پلاک ۱۱۸ اصلی. ۳۳۲ - به موجب رای شماره ۱۴۰۳۶۰۳۰۰۶۰۰۸۳۴۶ مورخ ۱۴۰۳/۱۲/۲۶ هیئت دوم آقای حمید مرادی شش‌دانگ یک قطعه زمین مزروعی به مساحت ۱۵۸۶/۶۱ مترمربع. ۳۳۳ - به موجب رای شماره ۱۴۰۳۶۰۳۰۰۶۰۰۸۳۴۸ مورخ ۱۴۰۳/۱۲/۲۶ هیئت دوم آقای حمید مرادی شش‌دانگ یک قطعه زمین مزروعی به مساحت ۳۵۷۴/۰۳ مترمربع در قسمتی از پلاک ۱۱۸ اصلی. ۳۳۴ - به موجب رای شماره ۱۴۰۳۶۰۳۰۰۶۰۰۸۳۵۱ مورخ ۱۴۰۳/۱۲/۲۶ هیئت دوم آقای حمید مرادی شش‌دانگ یک قطعه زمین مزروعی به مساحت ۱۴۵۸/۳۳ مترمربع. ۳۳۵ - به موجب رای شماره ۱۴۰۳۶۰۳۰۰۶۰۰۸۳۵۵ مورخ ۱۴۰۳/۱۲/۲۶ هیئت دوم آقای حمید مرادی فرزند ماشاالله شماره ملی ۰۶۱۰۹۷۴۴۴۸ شش‌دانگ یک قطعه زمین مزروعی به مساحت ۷۷۷۷/۲۳ مترمربع در قسمتی از پلاک ۱۱۸ اصلی واقع در مرکزی بخش ۵ اراک حوزه ثبت ملک شازند. (701, 137, 898, 1037)
notice-text: مالکیت مشاعی آقای یادگار رحمتی فرزند علی. ۳۳۸ - به موجب رای شماره ۱۴۰۳۶۰۳۰۰۶۰۰۶۳۷۰ مورخ ۱۴۰۳/۰۸/۰۶ هیئت دوم آقای حمید مرادی فرزند ماشاالله شماره ملی ۰۶۱۰۹۷۴۴۴۸ و شماره شناسنامه صادره از سربند شش‌دانگ یک قطعه زمین مزروعی به مساحت ۳۸۵۴/۸۱ مترمربع در قسمتی از پلاک ۱۱۸ اصلی واقع در مرکزی بخش ۵ اراک حوزه ثبت ملک شازند از محل مالکیت مشاعی آقای وجه الله بقیرداری فرزند عباسعلی. ۳۳۹ - به موجب رای شماره ۱۴۰۳۶۰۳۰۰۶۰۰۶۳۷۲ مورخ ۱۴۰۳/۰۸/۰۶ هیئت دوم آقای حمید مرادی شش‌دانگ یک قطعه زمین مزروعی به مساحت ۲۲۵۵/۵۷ مترمربع در قسمتی از پلاک ۱۱۸ اصلی. ۳۴۰ - به موجب رای شماره ۱۴۰۳۶۰۳۰۰۶۰۰۶۳۸۰ مورخ ۱۴۰۳/۰۸/۰۶ هیئت دوم آقای حمید مرادی شش‌دانگ یک قطعه زمین مزروعی به مساحت ۷۸۶۰/۳۴ مترمربع. ۳۴۱ - به موجب رای شماره ۱۴۰۳۶۰۳۰۰۶۰۰۶۳۸۲ مورخ ۱۴۰۳/۰۸/۰۶ هیئت دوم آقای حمید مرادی شش‌دانگ یک قطعه زمین مزروعی به مساحت ۱۰۷۲۰/۵ مترمربع در قسمتی از پلاک ۱۱۸ اصلی. ۳۴۲ - به موجب رای شماره ۱۴۰۳۶۰۳۰۰۶۰۰۶۳۸۵ مورخ ۱۴۰۳/۰۸/۰۶ هیئت دوم آقای حمید مرادی شش‌دانگ یک قطعه زمین مزروعی به مساحت ۸۴۷۰/۶۳ مترمربع. ۳۴۳ - به موجب رای شماره ۱۴۰۳۶۰۳۰۰۶۰۰۶۳۸۸ مورخ ۱۴۰۳/۰۸/۰۶ هیئت دوم آقای حمید مرادی شش‌دانگ یک قطعه زمین مزروعی به مساحت ۹۷۵۰/۹۵ مترمربع در قسمتی از پلاک ۱۱۸ اصلی. ۳۴۴ - به موجب رای شماره ۱۴۰۳۶۰۳۰۰۶۰۰۶۳۹۳ مورخ ۱۴۰۳/۰۸/۰۶ هیئت دوم آقای حمید مرادی شش‌دانگ یک قطعه زمین مزروعی به مساحت ۱۳۶۰/۹۸ مترمربع. ۳۴۵ - به موجب رای شماره ۱۴۰۳۶۰۳۰۰۶۰۰۶۳۹۸ مورخ ۱۴۰۳/۰۸/۰۶ هیئت دوم آقای حمید مرادی شش‌دانگ یک قطعه زمین مزروعی به مساحت ۳۰۱۹۵/۶۲ مترمربع در قسمتی از پلاک ۱۱۸ اصلی. ۳۴۶ - به موجب رای شماره ۱۴۰۳۶۰۳۰۰۶۰۰۶۴۰۰ مورخ ۱۴۰۳/۰۸/۰۶ هیئت دوم آقای حمید مرادی شش‌دانگ یک قطعه زمین مزروعی به مساحت ۱۲۸۵۵/۵۲ مترمربع. ۳۴۷ - به موجب رای شماره ۱۴۰۳۶۰۳۰۰۶۰۰۶۴۰۳ مورخ ۱۴۰۳/۰۸/۰۶ هیئت دوم آقای حمید مرادی شش‌دانگ یک قطعه زمین مزروعی به مساحت ۹۹۱/۵۸ مترمربع در قسمتی از پلاک ۱۱۸ اصلی. ۳۴۸ - به موجب رای شماره ۱۴۰۳۶۰۳۰۰۶۰۰۶۴۱۱ مورخ ۱۴۰۳/۰۸/۰۶ هیئت دوم آقای حمید مرادی شش‌دانگ یک قطعه زمین مزروعی به مساحت ۱۵۸۹/۷ مترمربع. ۳۴۹ - به موجب رای شماره ۱۴۰۳۶۰۳۰۰۶۰۰۶۴۲۱ مورخ ۱۴۰۳/۰۸/۰۶ هیئت دوم آقای حمید مرادی شش‌دانگ یک قطعه زمین مزروعی به مساحت ۶۹۱۳/۸۸ مترمربع در قسمتی از پلاک ۱۱۸ اصلی. ۳۵۰ - به موجب رای شماره ۱۴۰۳۶۰۳۰۰۶۰۰۶۴۲۹ مورخ ۱۴۰۳/۰۸/۰۶ هیئت دوم آقای حمید مرادی شش‌دانگ یک قطعه زمین مزروعی به مساحت ۳۴۲۸/۱۶ مترمربع. ۳۵۱ - به موجب رای شماره ۱۴۰۳۶۰۳۰۰۶۰۰۶۴۳۳ مورخ ۱۴۰۳/۰۸/۰۶ هیئت دوم آقای حمید مرادی شش‌دانگ یک قطعه زمین مزروعی به مساحت ۱۶۵۰/۲۸ مترمربع در قسمتی از پلاک ۱۱۸ اصلی. ۳۵۲ - به موجب رای شماره ۱۴۰۳۶۰۳۰۰۶۰۰۶۴۴۱ مورخ ۱۴۰۳/۰۸/۰۶ هیئت دوم آقای حمید مرادی شش‌دانگ یک قطعه زمین مزروعی به مساحت ۴۲۰۳/۲۲ مترمربع. ۳۵۳ - به موجب رای شماره ۱۴۰۳۶۰۳۰۰۶۰۰۶۴۴۶ مورخ ۱۴۰۳/۰۸/۰۶ هیئت دوم آقای حمید مرادی شش‌دانگ یک قطعه زمین مزروعی به مساحت ۱۵۷۵/۱۴ مترمربع در قسمتی از پلاک ۱۱۸ اصلی. ۳۵۴ - به موجب رای شماره ۱۴۰۳۶۰۳۰۰۶۰۰۶۴۴۸ مورخ ۱۴۰۳/۰۸/۰۶ هیئت دوم آقای حمید مرادی شش‌دانگ یک قطعه زمین مزروعی به مساحت ۶۹۴۹/۶۱ مترمربع در قسمتی از پلاک ۱۱۸ اصلی واقع در مرکزی بخش ۵ اراک. (489, 137, 687, 984)
notice-column (60, 136, 263, 1911)
header-divider (60, 128, 1320, 130)
section-title: اطلاع‌رسانی (468, 68, 559, 86)
masthead (60, 58, 1320, 118)
signature-block (66, 1689, 263, 1911)
notice-column (905, 136, 1108, 1911)
logo-website: www.payamema.ir (1239, 104, 1312, 113)
issue-year: سال بیست و یکم (279, 72, 360, 85)
section-mark-icon (454, 73, 464, 83)
signer-title: رئیس ثبت اسناد و املاک شهرستان شازند (119, 1730, 264, 1768)
